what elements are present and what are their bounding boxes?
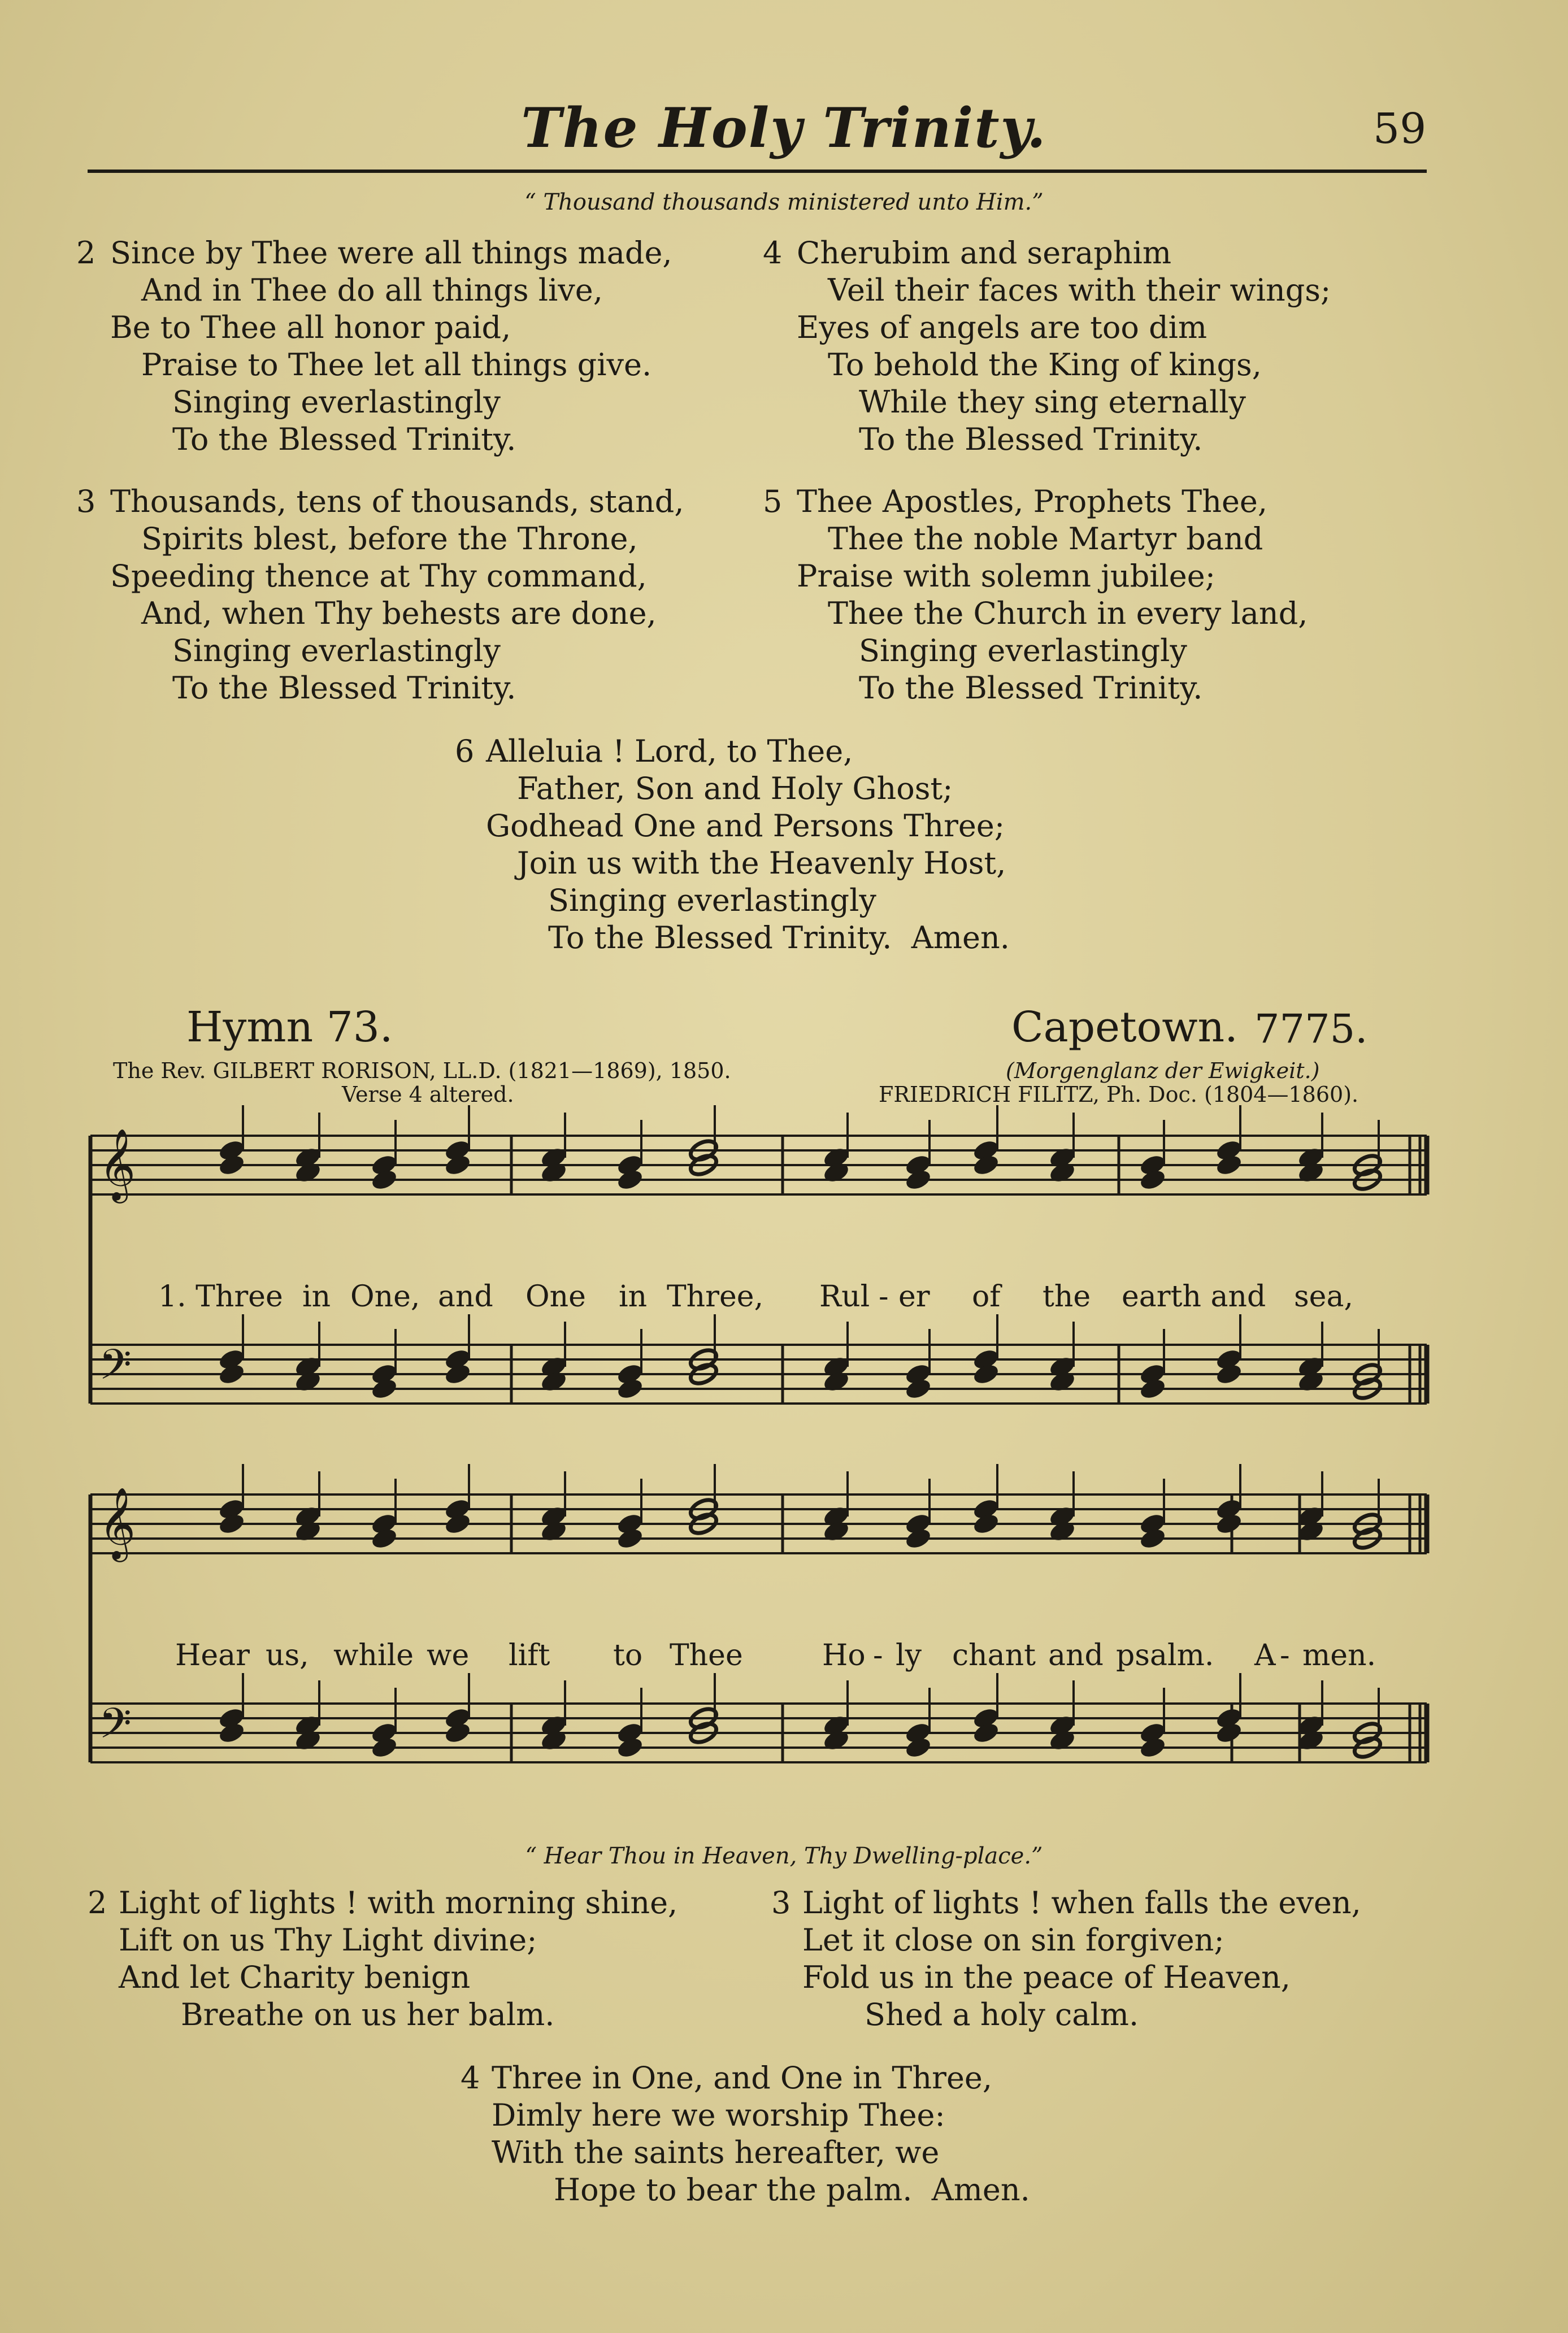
verse-line: Join us with the Heavenly Host, — [517, 845, 1006, 881]
verse-line: While they sing eternally — [859, 384, 1246, 420]
verse-line: And, when Thy behests are done, — [141, 596, 657, 631]
verse-line: Dimly here we worship Thee: — [492, 2097, 945, 2133]
tune-source: (Morgenglanz der Ewigkeit.) — [1006, 1058, 1320, 1083]
verse-4-number: 4 — [763, 235, 783, 271]
verse-line: Godhead One and Persons Three; — [486, 808, 1005, 844]
verse-line: Thee the Church in every land, — [828, 596, 1308, 631]
lyric-syllable: - — [879, 1280, 889, 1314]
lyric-syllable: Three, — [667, 1280, 764, 1314]
verse-line: To the Blessed Trinity. — [859, 670, 1203, 706]
verse-line: Alleluia ! Lord, to Thee, — [486, 733, 853, 769]
verse-line: Shed a holy calm. — [865, 1997, 1139, 2032]
verse-6-number: 6 — [455, 733, 475, 769]
composer-credit: FRIEDRICH FILITZ, Ph. Doc. (1804—1860). — [879, 1082, 1359, 1107]
lyric-syllable: ly — [896, 1639, 922, 1672]
lyric-syllable: er — [898, 1280, 930, 1314]
verse-line: Light of lights ! with morning shine, — [119, 1885, 678, 1921]
verse-4-number: 4 — [461, 2060, 480, 2096]
author-credit: The Rev. GILBERT RORISON, LL.D. (1821—1869), 1850. — [113, 1058, 731, 1083]
lyric-syllable: the — [1043, 1280, 1091, 1314]
verse-line: Be to Thee all honor paid, — [110, 310, 511, 345]
lyric-syllable: lift — [509, 1639, 550, 1672]
lyric-syllable: men. — [1302, 1639, 1376, 1672]
lyric-syllable: earth and — [1122, 1280, 1266, 1314]
verse-line: Light of lights ! when falls the even, — [802, 1885, 1361, 1921]
verse-line: Praise with solemn jubilee; — [797, 558, 1215, 594]
lyric-syllable: in — [619, 1280, 648, 1314]
verse-line: And in Thee do all things live, — [141, 272, 603, 308]
verse-line: Lift on us Thy Light divine; — [119, 1922, 537, 1958]
epigraph-top: “ Thousand thousands ministered unto Him.” — [524, 189, 1044, 215]
bass-clef-icon: 𝄢 — [99, 1699, 132, 1758]
author-note: Verse 4 altered. — [342, 1082, 514, 1107]
lyric-syllable: while — [333, 1639, 414, 1672]
verse-line: To the Blessed Trinity. — [172, 670, 516, 706]
lyric-syllable: sea, — [1294, 1280, 1353, 1314]
treble-clef-icon: 𝄞 — [99, 1128, 136, 1200]
verse-5-number: 5 — [763, 484, 783, 519]
verse-line: Cherubim and seraphim — [797, 235, 1172, 271]
tune-name: Capetown. — [1011, 1003, 1238, 1052]
page-number: 59 — [1373, 105, 1427, 153]
verse-line: Let it close on sin forgiven; — [802, 1922, 1224, 1958]
lyric-syllable: us, — [266, 1639, 309, 1672]
verse-line: And let Charity benign — [119, 1960, 471, 1995]
lyric-syllable: Thee — [670, 1639, 743, 1672]
verse-line: Three in One, and One in Three, — [492, 2060, 993, 2096]
verse-line: Speeding thence at Thy command, — [110, 558, 647, 594]
verse-line: To the Blessed Trinity. — [172, 422, 516, 457]
verse-2-number: 2 — [76, 235, 96, 271]
lyric-syllable: Rul — [819, 1280, 870, 1314]
lyric-syllable: - — [1280, 1639, 1290, 1672]
meter: 7775. — [1254, 1006, 1368, 1052]
verse-line: To behold the King of kings, — [828, 347, 1262, 383]
verse-line: Hope to bear the palm. Amen. — [554, 2172, 1030, 2208]
verse-3-number: 3 — [771, 1885, 791, 1921]
verse-3-number: 3 — [76, 484, 96, 519]
lyric-syllable: 1. Three — [158, 1280, 283, 1314]
verse-line: Since by Thee were all things made, — [110, 235, 672, 271]
verse-line: To the Blessed Trinity. Amen. — [548, 920, 1010, 955]
verse-line: Thee Apostles, Prophets Thee, — [797, 484, 1268, 519]
verse-line: Thousands, tens of thousands, stand, — [110, 484, 684, 519]
verse-line: Breathe on us her balm. — [181, 1997, 555, 2032]
lyric-syllable: Ho — [822, 1639, 866, 1672]
lyric-syllable: A — [1254, 1639, 1276, 1672]
verse-line: Thee the noble Martyr band — [828, 521, 1263, 557]
verse-line: Singing everlastingly — [859, 633, 1187, 668]
verse-line: Fold us in the peace of Heaven, — [802, 1960, 1291, 1995]
lyric-syllable: and — [1048, 1639, 1104, 1672]
verse-2-number: 2 — [88, 1885, 107, 1921]
verse-line: With the saints hereafter, we — [492, 2135, 940, 2170]
lyric-syllable: Hear — [175, 1639, 250, 1672]
page-title: The Holy Trinity. — [521, 96, 1047, 160]
lyric-syllable: chant — [952, 1639, 1036, 1672]
epigraph-bottom: “ Hear Thou in Heaven, Thy Dwelling-place.” — [525, 1843, 1043, 1869]
verse-line: Singing everlastingly — [172, 633, 501, 668]
lyric-syllable: One, — [350, 1280, 420, 1314]
verse-line: Praise to Thee let all things give. — [141, 347, 652, 383]
lyric-syllable: of — [972, 1280, 1001, 1314]
lyric-syllable: - — [873, 1639, 883, 1672]
treble-clef-icon: 𝄞 — [99, 1487, 136, 1559]
lyric-syllable: to — [613, 1639, 643, 1672]
verse-line: To the Blessed Trinity. — [859, 422, 1203, 457]
verse-line: Father, Son and Holy Ghost; — [517, 771, 953, 806]
lyric-syllable: we — [427, 1639, 470, 1672]
lyric-syllable: and — [438, 1280, 493, 1314]
lyric-syllable: in — [302, 1280, 331, 1314]
lyric-syllable: One — [525, 1280, 586, 1314]
verse-line: Eyes of angels are too dim — [797, 310, 1208, 345]
lyric-syllable: psalm. — [1116, 1639, 1214, 1672]
bass-clef-icon: 𝄢 — [99, 1340, 132, 1400]
hymn-number: Hymn 73. — [186, 1003, 393, 1052]
verse-line: Singing everlastingly — [548, 883, 876, 918]
verse-line: Veil their faces with their wings; — [828, 272, 1331, 308]
verse-line: Singing everlastingly — [172, 384, 501, 420]
verse-line: Spirits blest, before the Throne, — [141, 521, 638, 557]
